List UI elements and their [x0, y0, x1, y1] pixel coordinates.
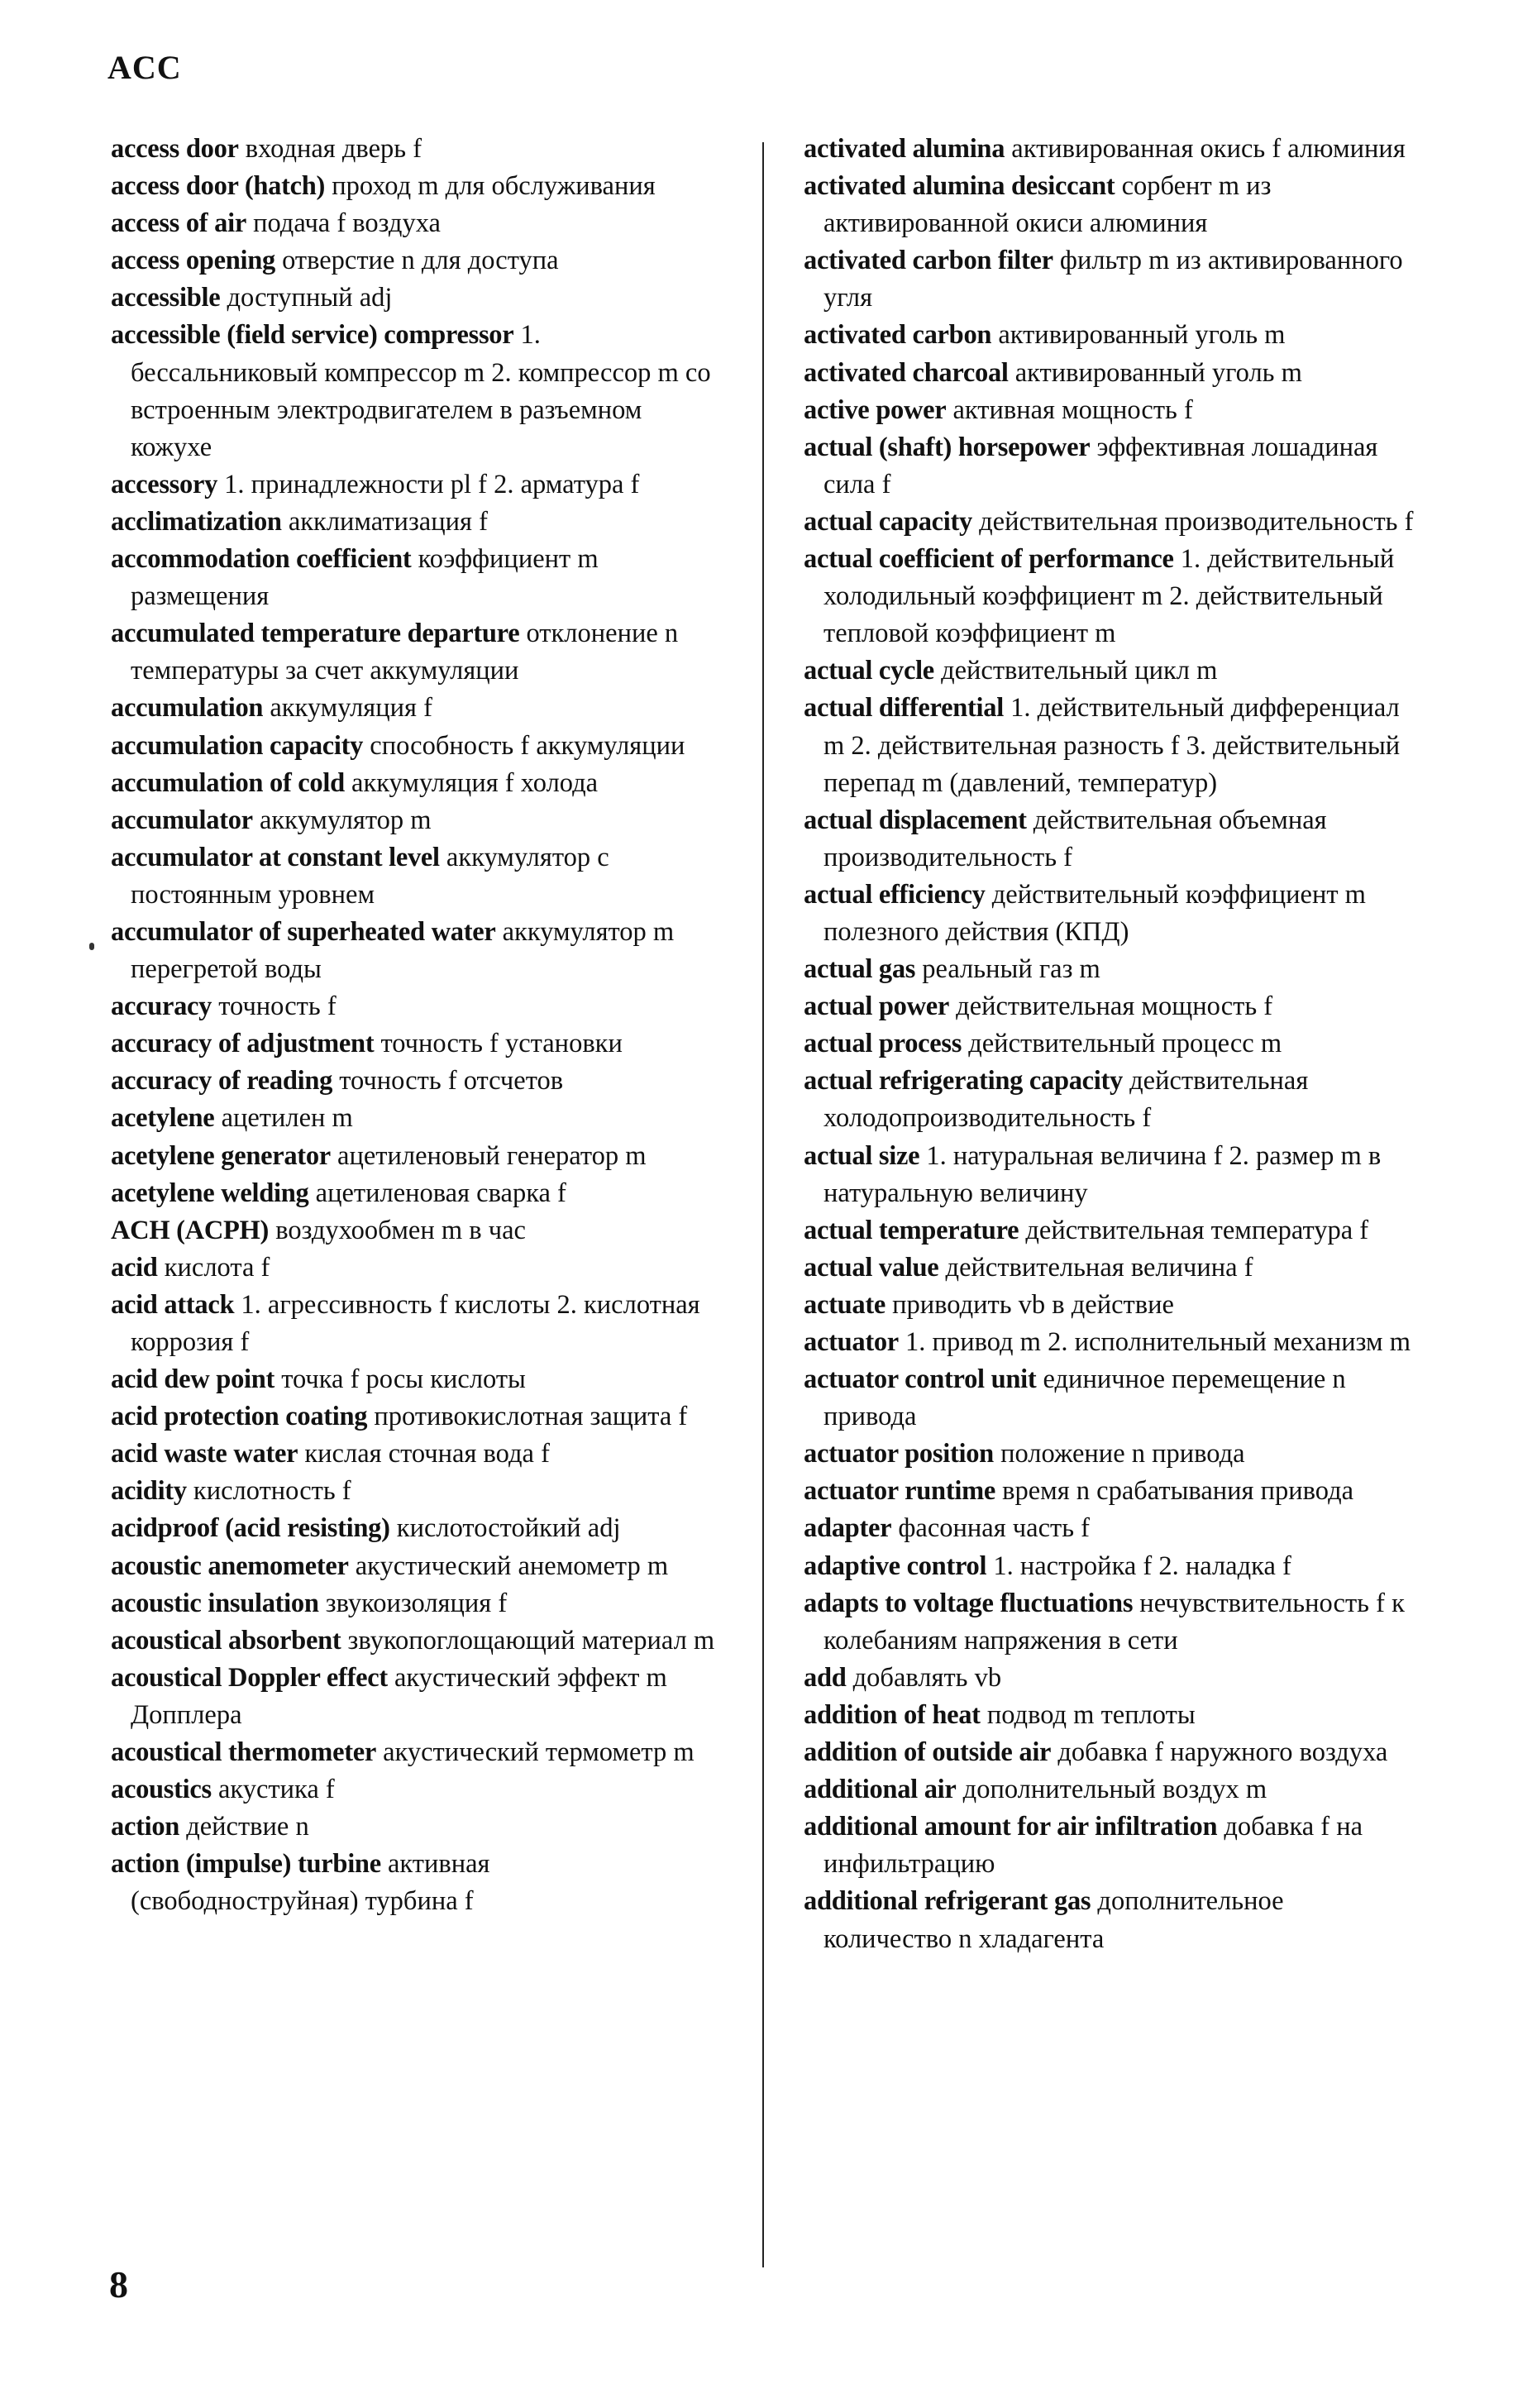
dictionary-entry	[804, 1585, 1415, 1660]
dictionary-entry	[111, 541, 723, 615]
dictionary-entry	[111, 1808, 723, 1846]
entry-term: actual temperature	[804, 1215, 1019, 1245]
margin-mark	[89, 943, 94, 950]
dictionary-entry	[804, 1660, 1415, 1697]
entry-translation: подача f воздуха	[253, 208, 441, 239]
dictionary-entry	[111, 1622, 723, 1660]
dictionary-entry	[111, 1771, 723, 1808]
entry-term: activated charcoal	[804, 357, 1009, 388]
entry-translation: аккумуляция f	[270, 693, 432, 724]
entry-term: actual (shaft) horsepower	[804, 432, 1091, 462]
entry-translation: действительная холодопроизводительность f	[823, 1066, 1309, 1134]
entry-term: action (impulse) turbine	[111, 1849, 381, 1880]
dictionary-entry	[111, 1063, 723, 1100]
dictionary-entry	[804, 1025, 1415, 1063]
entry-term: acclimatization	[111, 506, 282, 537]
entry-translation: 1. настройка f 2. наладка f	[993, 1550, 1291, 1581]
dictionary-entry	[111, 1287, 723, 1361]
entry-translation: аккумуляция f холода	[351, 767, 599, 798]
entry-term: actuator position	[804, 1439, 994, 1469]
dictionary-entry	[804, 951, 1415, 988]
dictionary-entry	[111, 1585, 723, 1622]
entry-term: accuracy	[111, 991, 212, 1022]
entry-term: addition of outside air	[804, 1737, 1052, 1768]
entry-translation: действительная мощность f	[956, 991, 1273, 1022]
dictionary-entry	[804, 317, 1415, 354]
entry-translation: фильтр m из активированного угля	[823, 246, 1403, 313]
entry-term: accommodation coefficient	[111, 544, 412, 575]
dictionary-entry	[111, 765, 723, 802]
entry-term: acoustic insulation	[111, 1588, 319, 1618]
entry-translation: время n срабатывания привода	[1002, 1476, 1354, 1507]
entry-translation: аккумулятор с постоянным уровнем	[131, 842, 609, 910]
dictionary-entry	[111, 914, 723, 988]
entry-translation: подвод m теплоты	[986, 1699, 1196, 1730]
entry-term: adapter	[804, 1513, 892, 1544]
entry-term: access door	[111, 134, 239, 164]
entry-translation: отклонение n температуры за счет аккумуляции	[131, 619, 679, 686]
entry-translation: точность f	[218, 991, 337, 1022]
dictionary-entry	[111, 168, 723, 205]
dictionary-entry	[804, 504, 1415, 541]
entry-term: accessible (field service) compressor	[111, 320, 514, 351]
entry-term: accumulated temperature departure	[111, 619, 520, 649]
entry-translation: противокислотная защита f	[374, 1402, 688, 1432]
dictionary-entry	[111, 1734, 723, 1771]
dictionary-entry	[111, 280, 723, 317]
entry-translation: аккумулятор m перегретой воды	[131, 916, 675, 985]
entry-translation: действительная температура f	[1025, 1215, 1369, 1245]
dictionary-entry	[111, 504, 723, 541]
dictionary-entry	[111, 1510, 723, 1547]
entry-translation: кислая сточная вода f	[304, 1439, 550, 1469]
entry-translation: ацетилен m	[221, 1103, 353, 1134]
dictionary-entry	[111, 1846, 723, 1920]
dictionary-entry	[111, 690, 723, 727]
entry-translation: дополнительный воздух m	[962, 1775, 1267, 1805]
entry-translation: способность f аккумуляции	[370, 730, 685, 761]
entry-translation: точность f установки	[380, 1029, 623, 1059]
entry-translation: входная дверь f	[245, 134, 422, 164]
dictionary-entry	[804, 1249, 1415, 1287]
entry-translation: точность f отсчетов	[339, 1066, 564, 1096]
entry-translation: 1. агрессивность f кислоты 2. кислотная коррозия f	[131, 1289, 700, 1357]
entry-translation: нечувствительность f к колебаниям напряжения в сети	[823, 1588, 1405, 1656]
entry-term: acid	[111, 1252, 158, 1283]
entry-term: actuator	[804, 1327, 899, 1357]
entry-translation: точка f росы кислоты	[281, 1364, 526, 1395]
entry-translation: положение n привода	[1000, 1439, 1245, 1469]
entry-translation: сорбент m из активированной окиси алюминия	[823, 171, 1272, 239]
dictionary-entry	[111, 1175, 723, 1212]
dictionary-entry	[111, 1361, 723, 1398]
dictionary-entry	[804, 131, 1415, 168]
dictionary-entry	[804, 1473, 1415, 1510]
entry-translation: воздухообмен m в час	[275, 1215, 526, 1245]
entry-term: accessible	[111, 283, 221, 313]
entry-term: actuate	[804, 1289, 886, 1320]
entry-translation: добавка f наружного воздуха	[1057, 1737, 1388, 1768]
entry-translation: 1. привод m 2. исполнительный механизм m	[905, 1327, 1411, 1357]
entry-term: actual value	[804, 1252, 939, 1283]
dictionary-entry	[804, 1771, 1415, 1808]
entry-term: actual coefficient of performance	[804, 544, 1174, 575]
dictionary-entry	[111, 242, 723, 280]
entry-term: accessory	[111, 469, 218, 499]
dictionary-entry	[111, 1212, 723, 1249]
dictionary-entry	[804, 690, 1415, 801]
entry-term: acid protection coating	[111, 1402, 368, 1432]
dictionary-entry	[111, 988, 723, 1025]
dictionary-entry	[111, 205, 723, 242]
entry-translation: доступный adj	[227, 283, 393, 313]
entry-term: addition of heat	[804, 1699, 981, 1730]
entry-term: accuracy of adjustment	[111, 1029, 375, 1059]
entry-translation: 1. принадлежности pl f 2. арматура f	[224, 469, 640, 499]
entry-term: activated carbon filter	[804, 246, 1053, 276]
entry-translation: приводить vb в действие	[892, 1289, 1174, 1320]
dictionary-entry	[804, 1510, 1415, 1547]
entry-term: actual efficiency	[804, 879, 986, 910]
entry-term: actual differential	[804, 693, 1004, 724]
entry-translation: добавка f на инфильтрацию	[823, 1812, 1363, 1880]
entry-translation: активированная окись f алюминия	[1011, 134, 1406, 164]
entry-term: acid dew point	[111, 1364, 275, 1395]
entry-translation: акустический эффект m Допплера	[131, 1662, 667, 1730]
entry-translation: 1. натуральная величина f 2. размер m в натуральную величину	[823, 1140, 1382, 1208]
entry-translation: фасонная часть f	[898, 1513, 1090, 1544]
entry-translation: ацетиленовый генератор m	[337, 1140, 647, 1171]
dictionary-entry	[804, 1697, 1415, 1734]
entry-translation: кислотостойкий adj	[396, 1513, 621, 1544]
entry-translation: активированный уголь m	[998, 320, 1286, 351]
entry-term: access door (hatch)	[111, 171, 326, 202]
entry-term: acidity	[111, 1476, 187, 1507]
dictionary-entry	[111, 131, 723, 168]
dictionary-entry	[111, 1100, 723, 1137]
dictionary-entry	[111, 1138, 723, 1175]
entry-translation: акклиматизация f	[288, 506, 488, 537]
entry-term: accumulation	[111, 693, 264, 724]
entry-term: actual power	[804, 991, 950, 1022]
dictionary-entry	[804, 802, 1415, 877]
entry-term: access opening	[111, 246, 275, 276]
dictionary-entry	[804, 1361, 1415, 1436]
entry-term: acidproof (acid resisting)	[111, 1513, 390, 1544]
entry-translation: действие n	[186, 1812, 309, 1842]
column-divider	[762, 142, 764, 2267]
dictionary-entry	[111, 802, 723, 839]
entry-term: acoustics	[111, 1775, 212, 1805]
entry-translation: акустический анемометр m	[355, 1550, 669, 1581]
entry-translation: действительная объемная производительность f	[823, 805, 1327, 872]
entry-translation: кислотность f	[193, 1476, 351, 1507]
entry-term: acoustical absorbent	[111, 1625, 341, 1656]
entry-translation: активная (свободноструйная) турбина f	[131, 1849, 490, 1917]
entry-translation: акустический термометр m	[383, 1737, 695, 1768]
entry-term: accumulator	[111, 805, 253, 835]
entry-translation: коэффициент m размещения	[131, 544, 599, 612]
dictionary-entry	[804, 392, 1415, 429]
dictionary-entry	[804, 355, 1415, 392]
right-column	[804, 131, 1415, 1958]
entry-translation: кислота f	[164, 1252, 270, 1283]
entry-term: actual cycle	[804, 656, 934, 686]
entry-translation: акустика f	[218, 1775, 335, 1805]
dictionary-entry	[804, 1287, 1415, 1324]
entry-term: acetylene generator	[111, 1140, 331, 1171]
dictionary-entry	[111, 1548, 723, 1585]
entry-term: acoustic anemometer	[111, 1550, 349, 1581]
entry-term: action	[111, 1812, 180, 1842]
entry-term: ACH (ACPH)	[111, 1215, 270, 1245]
dictionary-entry	[111, 1398, 723, 1436]
dictionary-entry	[804, 1548, 1415, 1585]
entry-term: acid attack	[111, 1289, 235, 1320]
entry-term: acetylene welding	[111, 1178, 309, 1208]
entry-translation: 1. действительный холодильный коэффициент m 2. действительный тепловой коэффициент m	[823, 544, 1395, 649]
dictionary-entry	[804, 1436, 1415, 1473]
left-column	[111, 131, 723, 1921]
dictionary-entry	[804, 168, 1415, 242]
dictionary-entry	[804, 541, 1415, 652]
entry-term: accumulator at constant level	[111, 842, 440, 872]
entry-translation: действительный коэффициент m полезного действия (КПД)	[823, 879, 1366, 947]
entry-translation: действительный процесс m	[968, 1029, 1282, 1059]
entry-term: accumulator of superheated water	[111, 916, 496, 947]
dictionary-entry	[804, 1063, 1415, 1137]
dictionary-entry	[111, 466, 723, 504]
entry-translation: проход m для обслуживания	[332, 171, 656, 202]
dictionary-entry	[111, 1249, 723, 1287]
dictionary-entry	[111, 839, 723, 914]
entry-translation: действительная производительность f	[979, 506, 1414, 537]
entry-term: activated alumina	[804, 134, 1005, 164]
dictionary-entry	[804, 1138, 1415, 1212]
dictionary-entry	[111, 317, 723, 466]
dictionary-entry	[804, 1212, 1415, 1249]
dictionary-entry	[804, 652, 1415, 690]
entry-term: acid waste water	[111, 1439, 298, 1469]
entry-translation: аккумулятор m	[259, 805, 432, 835]
dictionary-entry	[804, 988, 1415, 1025]
entry-translation: активная мощность f	[952, 394, 1193, 425]
entry-translation: 1. бессальниковый компрессор m 2. компрессор m со встроенным электродвигателем в разъемном кожухе	[131, 320, 711, 462]
dictionary-entry	[804, 1324, 1415, 1361]
entry-term: actuator runtime	[804, 1476, 995, 1507]
dictionary-entry	[111, 1436, 723, 1473]
dictionary-entry	[111, 1473, 723, 1510]
entry-term: additional air	[804, 1775, 957, 1805]
entry-translation: действительная величина f	[945, 1252, 1253, 1283]
entry-term: additional amount for air infiltration	[804, 1812, 1218, 1842]
entry-term: activated alumina desiccant	[804, 171, 1115, 202]
entry-term: actual refrigerating capacity	[804, 1066, 1123, 1096]
entry-translation: реальный газ m	[922, 954, 1100, 985]
entry-term: actual size	[804, 1140, 920, 1171]
entry-translation: 1. действительный дифференциал m 2. действительная разность f 3. действительный перепад m (давлений, температур)	[823, 693, 1401, 798]
entry-term: active power	[804, 394, 947, 425]
entry-term: adapts to voltage fluctuations	[804, 1588, 1134, 1618]
entry-term: actuator control unit	[804, 1364, 1037, 1395]
entry-term: actual capacity	[804, 506, 973, 537]
entry-term: acetylene	[111, 1103, 215, 1134]
entry-term: additional refrigerant gas	[804, 1886, 1091, 1917]
entry-translation: звукопоглощающий материал m	[347, 1625, 715, 1656]
entry-translation: действительный цикл m	[941, 656, 1218, 686]
entry-term: actual displacement	[804, 805, 1027, 835]
entry-term: actual gas	[804, 954, 916, 985]
dictionary-entry	[111, 1025, 723, 1063]
entry-term: add	[804, 1662, 847, 1693]
entry-term: accumulation of cold	[111, 767, 345, 798]
entry-term: actual process	[804, 1029, 962, 1059]
dictionary-entry	[111, 615, 723, 690]
entry-translation: дополнительное количество n хладагента	[823, 1886, 1284, 1954]
entry-term: access of air	[111, 208, 246, 239]
dictionary-entry	[804, 242, 1415, 317]
entry-term: accuracy of reading	[111, 1066, 333, 1096]
page-number: 8	[109, 2263, 128, 2305]
entry-translation: активированный уголь m	[1014, 357, 1302, 388]
entry-translation: добавлять vb	[852, 1662, 1002, 1693]
dictionary-entry	[804, 429, 1415, 504]
dictionary-entry	[804, 1734, 1415, 1771]
running-head: ACC	[107, 49, 182, 86]
dictionary-entry	[111, 1660, 723, 1734]
dictionary-entry	[804, 1808, 1415, 1883]
entry-term: adaptive control	[804, 1550, 987, 1581]
entry-translation: отверстие n для доступа	[282, 246, 559, 276]
entry-translation: ацетиленовая сварка f	[315, 1178, 566, 1208]
dictionary-entry	[804, 877, 1415, 951]
entry-translation: эффективная лошадиная сила f	[823, 432, 1378, 499]
dictionary-entry	[111, 728, 723, 765]
entry-term: acoustical Doppler effect	[111, 1662, 388, 1693]
entry-term: acoustical thermometer	[111, 1737, 376, 1768]
dictionary-entry	[804, 1883, 1415, 1957]
entry-term: activated carbon	[804, 320, 992, 351]
entry-translation: единичное перемещение n привода	[823, 1364, 1346, 1432]
entry-translation: звукоизоляция f	[325, 1588, 508, 1618]
entry-term: accumulation capacity	[111, 730, 364, 761]
